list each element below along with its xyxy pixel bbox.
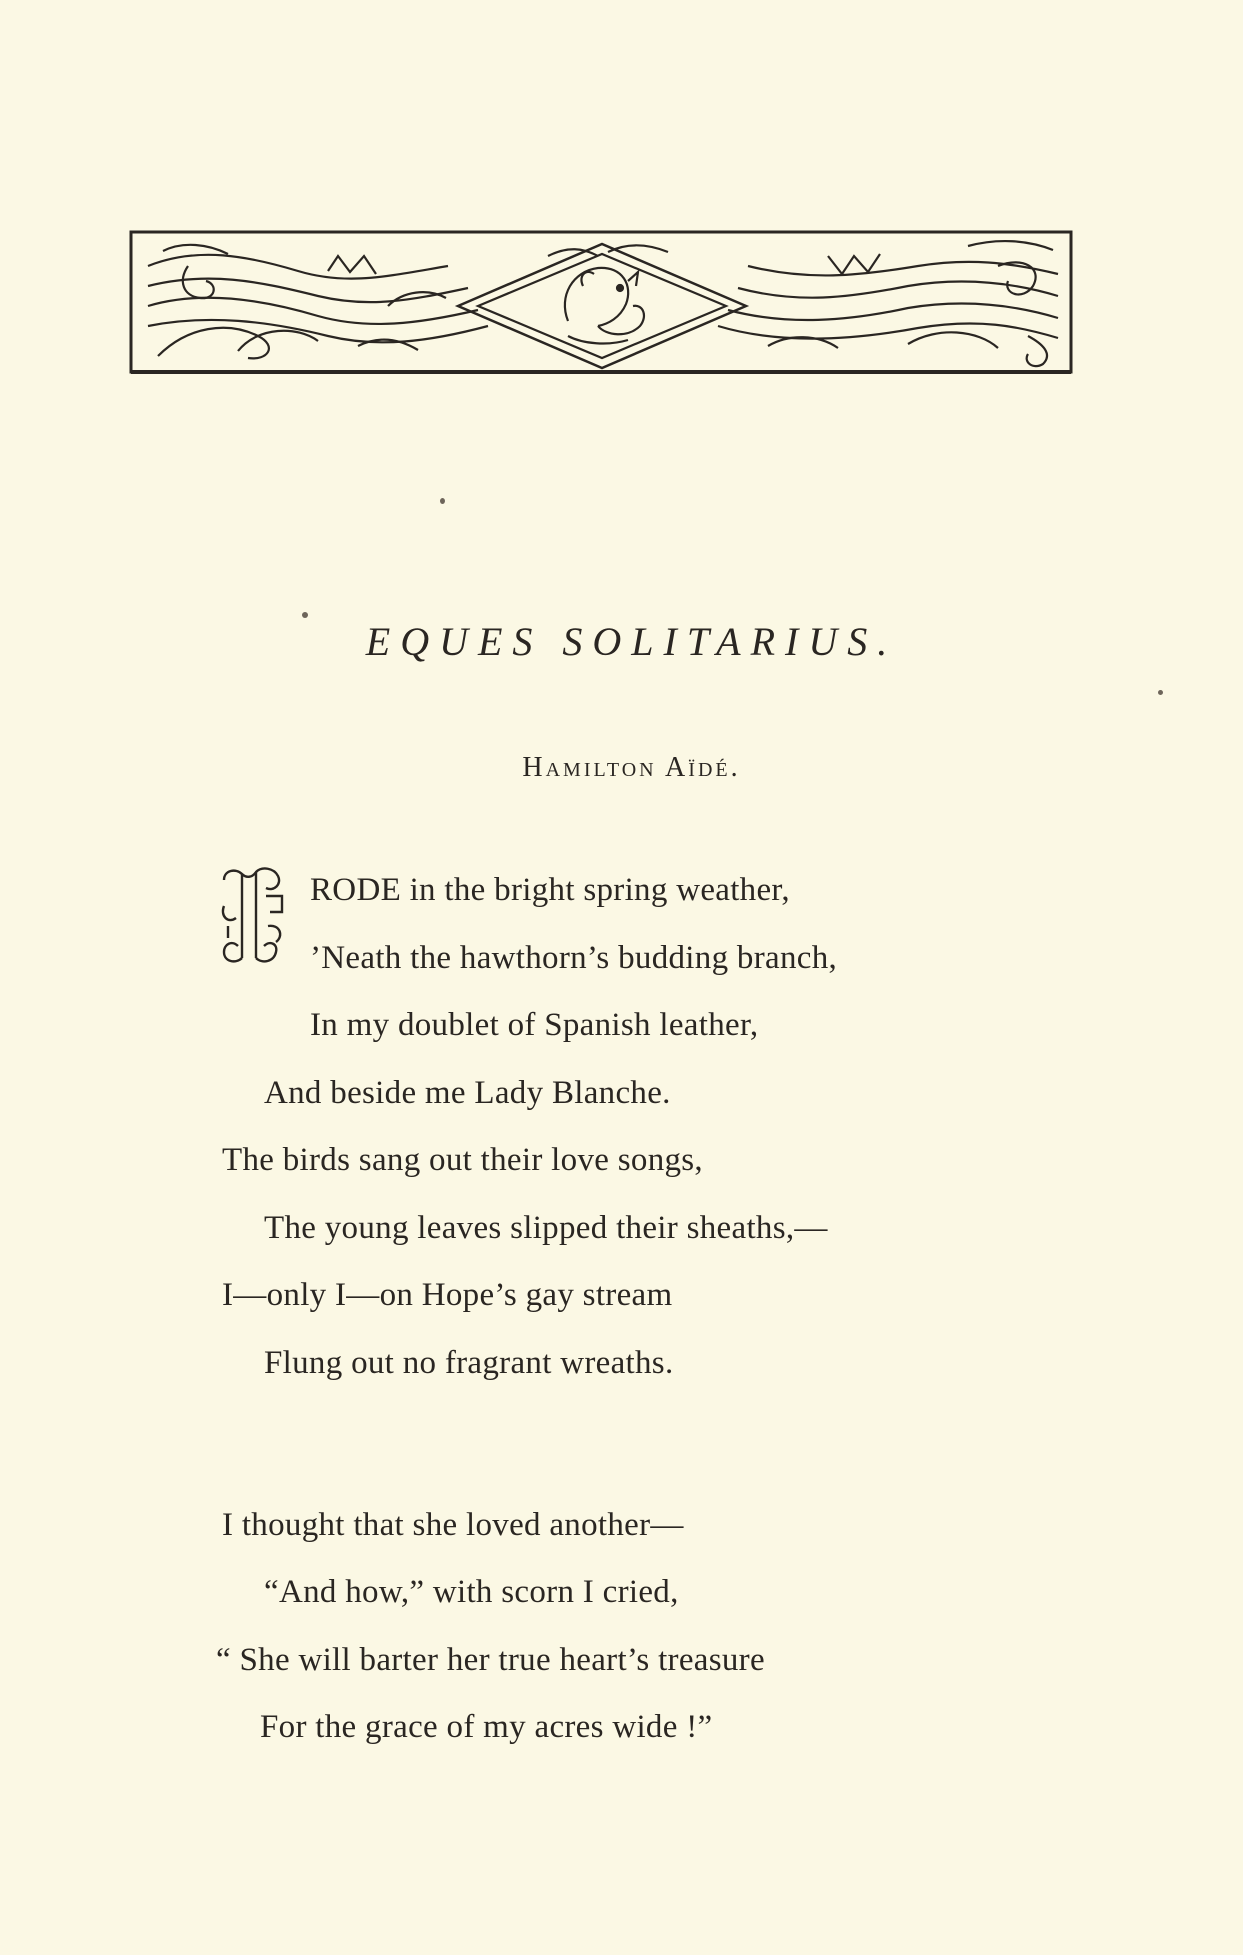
foliage-headpiece-icon (128, 226, 1076, 378)
paper-speck (302, 612, 308, 618)
poem-line: For the grace of my acres wide !” (260, 1709, 713, 1745)
poem-line: ’Neath the hawthorn’s budding branch, (310, 940, 838, 976)
poem-line: The young leaves slipped their sheaths,— (264, 1210, 828, 1246)
poem-line: I thought that she loved another— (222, 1507, 684, 1543)
poem-author: Hamilton Aïdé. (522, 752, 741, 783)
ornamental-initial-icon (218, 866, 294, 966)
paper-speck (1158, 690, 1163, 695)
poem-line: And beside me Lady Blanche. (264, 1075, 671, 1111)
paper-speck (440, 498, 445, 504)
poem-line: I—only I—on Hope’s gay stream (222, 1277, 673, 1313)
poem-title: EQUES SOLITARIUS. (365, 619, 898, 664)
poem-line: In my doublet of Spanish leather, (310, 1007, 759, 1043)
poem-line: The birds sang out their love songs, (222, 1142, 703, 1178)
poem-line: “ She will barter her true heart’s treasure (216, 1642, 765, 1678)
poem-line: Flung out no fragrant wreaths. (264, 1345, 674, 1381)
poem-line: “And how,” with scorn I cried, (264, 1574, 679, 1610)
poem-line: RODE in the bright spring weather, (310, 872, 790, 908)
